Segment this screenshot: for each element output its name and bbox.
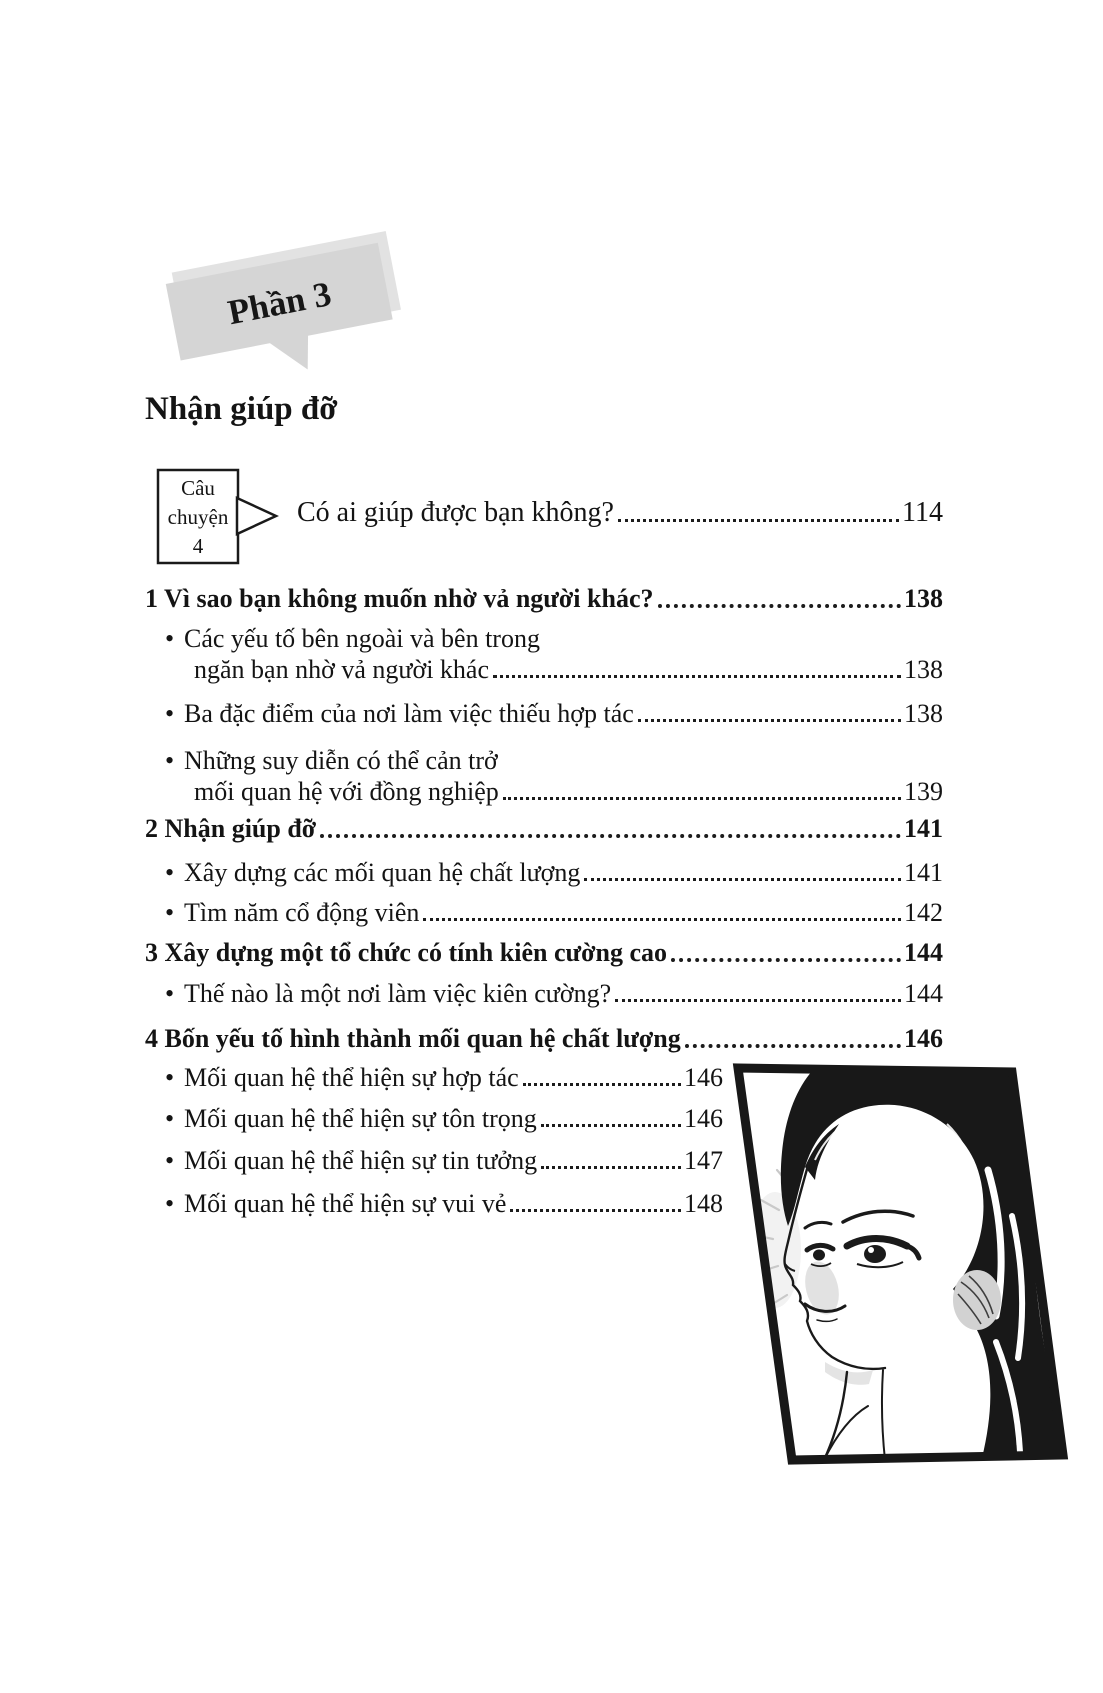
toc-subentry-text: Mối quan hệ thể hiện sự tôn trọng — [184, 1104, 537, 1133]
bullet-icon — [165, 1145, 184, 1176]
toc-subentry-text: mối quan hệ với đồng nghiệp — [194, 777, 499, 806]
page-number: 146 — [904, 1024, 943, 1053]
page-number: 141 — [904, 814, 943, 843]
toc-subentry-text: Thế nào là một nơi làm việc kiên cường? — [184, 979, 612, 1008]
bullet-icon — [165, 897, 184, 928]
story-entry — [297, 496, 943, 530]
page-number: 146 — [684, 1104, 723, 1133]
toc-subentry — [165, 623, 943, 685]
toc-subentry-text: Ba đặc điểm của nơi làm việc thiếu hợp tác — [184, 699, 634, 728]
bullet-icon — [165, 623, 184, 654]
part-banner-label: Phần 3 — [224, 274, 335, 333]
bullet-icon — [165, 978, 184, 1009]
dot-leader — [541, 1166, 681, 1169]
toc-subentry-text: Tìm năm cổ động viên — [184, 898, 420, 927]
toc-subentry-text: Các yếu tố bên ngoài và bên trong — [184, 624, 540, 653]
page-number: 144 — [904, 938, 943, 967]
toc-subentry — [165, 745, 943, 807]
page-title: Nhận giúp đỡ — [145, 391, 338, 428]
toc-subentry-text: Mối quan hệ thể hiện sự tin tưởng — [184, 1146, 538, 1175]
toc-subentry — [165, 1062, 723, 1093]
story-title: Có ai giúp được bạn không? — [297, 497, 614, 528]
bullet-icon — [165, 857, 184, 888]
dot-leader — [493, 675, 901, 678]
toc-subentry — [165, 857, 943, 888]
bullet-icon — [165, 698, 184, 729]
dot-leader — [638, 719, 901, 722]
page-number: 114 — [902, 497, 943, 528]
page-number: 138 — [904, 584, 943, 613]
toc-entry-text: 2 Nhận giúp đỡ — [145, 814, 317, 843]
dot-leader — [320, 834, 901, 838]
bullet-icon — [165, 1062, 184, 1093]
story-box-line3: 4 — [192, 534, 204, 558]
dot-leader — [541, 1124, 681, 1127]
toc-subentry — [165, 1188, 723, 1219]
toc-subentry-text: Những suy diễn có thể cản trở — [184, 746, 498, 775]
page-number: 146 — [684, 1063, 723, 1092]
toc-subentry-text: Mối quan hệ thể hiện sự hợp tác — [184, 1063, 519, 1092]
toc-entry-text: 1 Vì sao bạn không muốn nhờ vả người khác? — [145, 584, 654, 613]
story-box-arrow — [237, 498, 276, 534]
toc-subentry — [165, 1145, 723, 1176]
page-number: 138 — [904, 655, 943, 684]
toc-subentry — [165, 1103, 723, 1134]
toc-entry — [145, 937, 943, 968]
toc-entry — [145, 813, 943, 844]
manga-woman-illustration — [725, 1050, 1085, 1480]
dot-leader — [510, 1209, 681, 1212]
page-number: 138 — [904, 699, 943, 728]
toc-subentry-text: Xây dựng các mối quan hệ chất lượng — [184, 858, 581, 887]
page-number: 142 — [904, 898, 943, 927]
story-box — [150, 460, 290, 580]
page-number: 147 — [684, 1146, 723, 1175]
dot-leader — [523, 1083, 681, 1086]
page-number: 141 — [904, 858, 943, 887]
toc-subentry — [165, 698, 943, 729]
toc-entry-text: 3 Xây dựng một tổ chức có tính kiên cường cao — [145, 938, 667, 967]
page-number: 144 — [904, 979, 943, 1008]
toc-subentry-text: Mối quan hệ thể hiện sự vui vẻ — [184, 1189, 507, 1218]
toc-entry — [145, 583, 943, 614]
dot-leader — [503, 797, 901, 800]
bullet-icon — [165, 745, 184, 776]
dot-leader — [423, 918, 901, 921]
page-number: 148 — [684, 1189, 723, 1218]
toc-subentry — [165, 897, 943, 928]
dot-leader — [584, 878, 901, 881]
bullet-icon — [165, 1103, 184, 1134]
story-box-line1: Câu — [181, 476, 215, 500]
page-number: 139 — [904, 777, 943, 806]
hair-tie — [953, 1270, 1001, 1330]
dot-leader — [615, 999, 901, 1002]
bullet-icon — [165, 1188, 184, 1219]
dot-leader — [618, 519, 899, 522]
part-banner — [142, 210, 432, 385]
dot-leader — [671, 958, 901, 962]
dot-leader — [658, 604, 902, 608]
toc-entry-text: 4 Bốn yếu tố hình thành mối quan hệ chất lượng — [145, 1024, 681, 1053]
dot-leader — [685, 1044, 901, 1048]
story-box-line2: chuyện — [167, 505, 229, 529]
toc-subentry-text: ngăn bạn nhờ vả người khác — [194, 655, 490, 684]
toc-subentry — [165, 978, 943, 1009]
